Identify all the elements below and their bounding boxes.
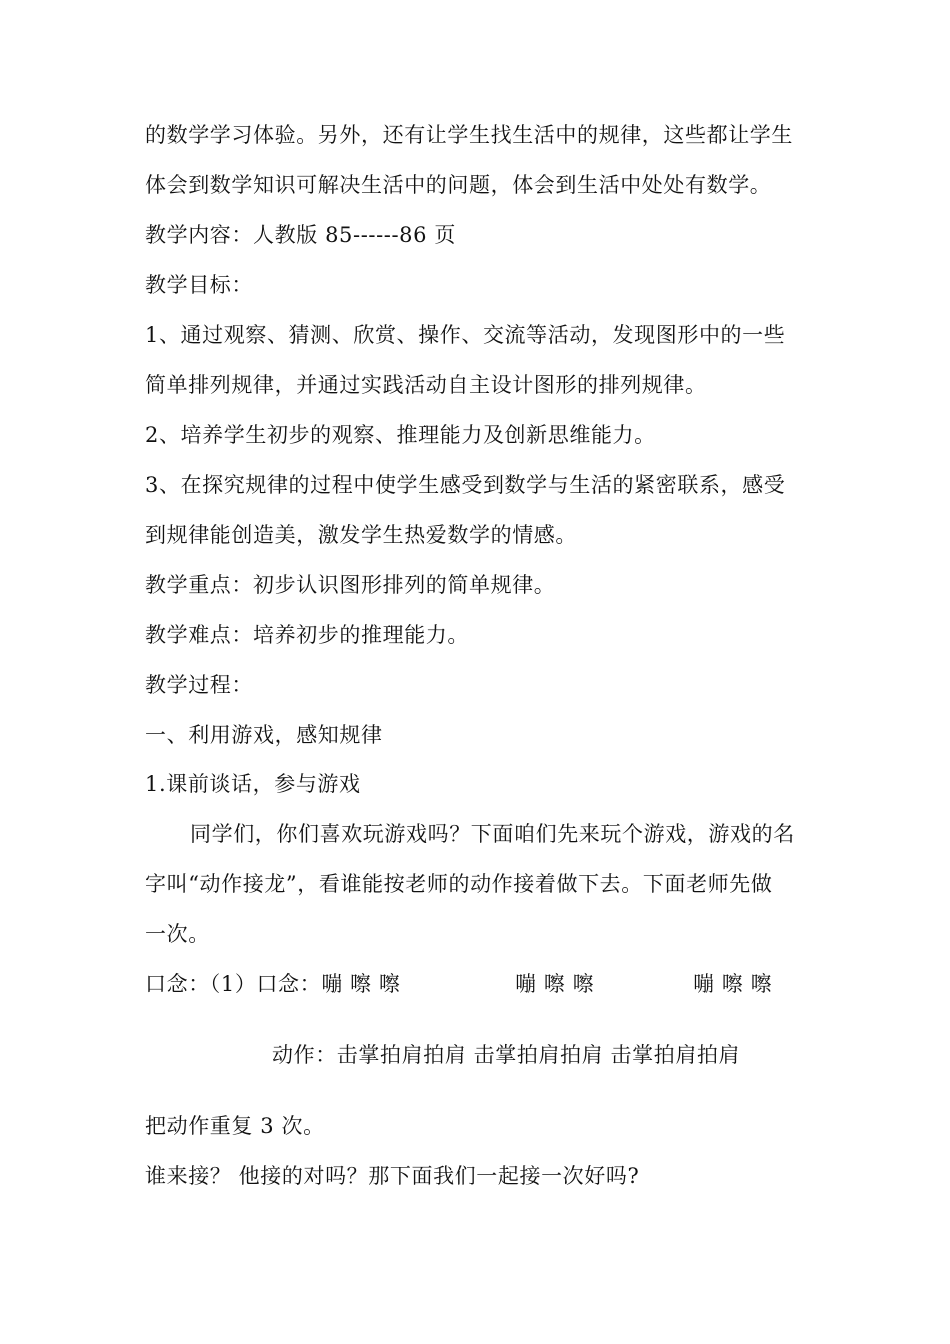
goal-3-line-1: 3、在探究规律的过程中使学生感受到数学与生活的紧密联系，感受: [145, 473, 786, 497]
goal-1-line-1: 1、通过观察、猜测、欣赏、操作、交流等活动，发现图形中的一些: [145, 323, 786, 347]
chant-group-3: 嘣 嚓 嚓: [693, 972, 773, 996]
chant-line-prefix: 口念：（1）口念：嘣 嚓 嚓: [145, 972, 401, 996]
repeat-instruction: 把动作重复 3 次。: [145, 1114, 325, 1138]
teaching-goals-heading: 教学目标：: [145, 273, 253, 297]
goal-1-line-2: 简单排列规律，并通过实践活动自主设计图形的排列规律。: [145, 373, 707, 397]
teaching-focus: 教学重点：初步认识图形排列的简单规律。: [145, 573, 556, 597]
subsection-heading-1: 1.课前谈话，参与游戏: [145, 772, 361, 796]
paragraph-line-2: 字叫“动作接龙”，看谁能按老师的动作接着做下去。下面老师先做: [145, 872, 773, 896]
question-line: 谁来接？ 他接的对吗？那下面我们一起接一次好吗?: [145, 1164, 640, 1188]
chant-group-2: 嘣 嚓 嚓: [515, 972, 595, 996]
section-heading-1: 一、利用游戏，感知规律: [145, 723, 383, 747]
paragraph-line-3: 一次。: [145, 922, 210, 946]
teaching-content: 教学内容：人教版 85------86 页: [145, 223, 456, 247]
goal-2: 2、培养学生初步的观察、推理能力及创新思维能力。: [145, 423, 656, 447]
action-line: 动作：击掌拍肩拍肩 击掌拍肩拍肩 击掌拍肩拍肩: [272, 1043, 741, 1067]
paragraph-line-1: 同学们，你们喜欢玩游戏吗？下面咱们先来玩个游戏，游戏的名: [190, 822, 795, 846]
teaching-difficulty: 教学难点：培养初步的推理能力。: [145, 623, 469, 647]
teaching-process-heading: 教学过程：: [145, 673, 253, 697]
text-line-2: 体会到数学知识可解决生活中的问题，体会到生活中处处有数学。: [145, 173, 772, 197]
text-line-1: 的数学学习体验。另外，还有让学生找生活中的规律，这些都让学生: [145, 123, 793, 147]
goal-3-line-2: 到规律能创造美，激发学生热爱数学的情感。: [145, 523, 577, 547]
